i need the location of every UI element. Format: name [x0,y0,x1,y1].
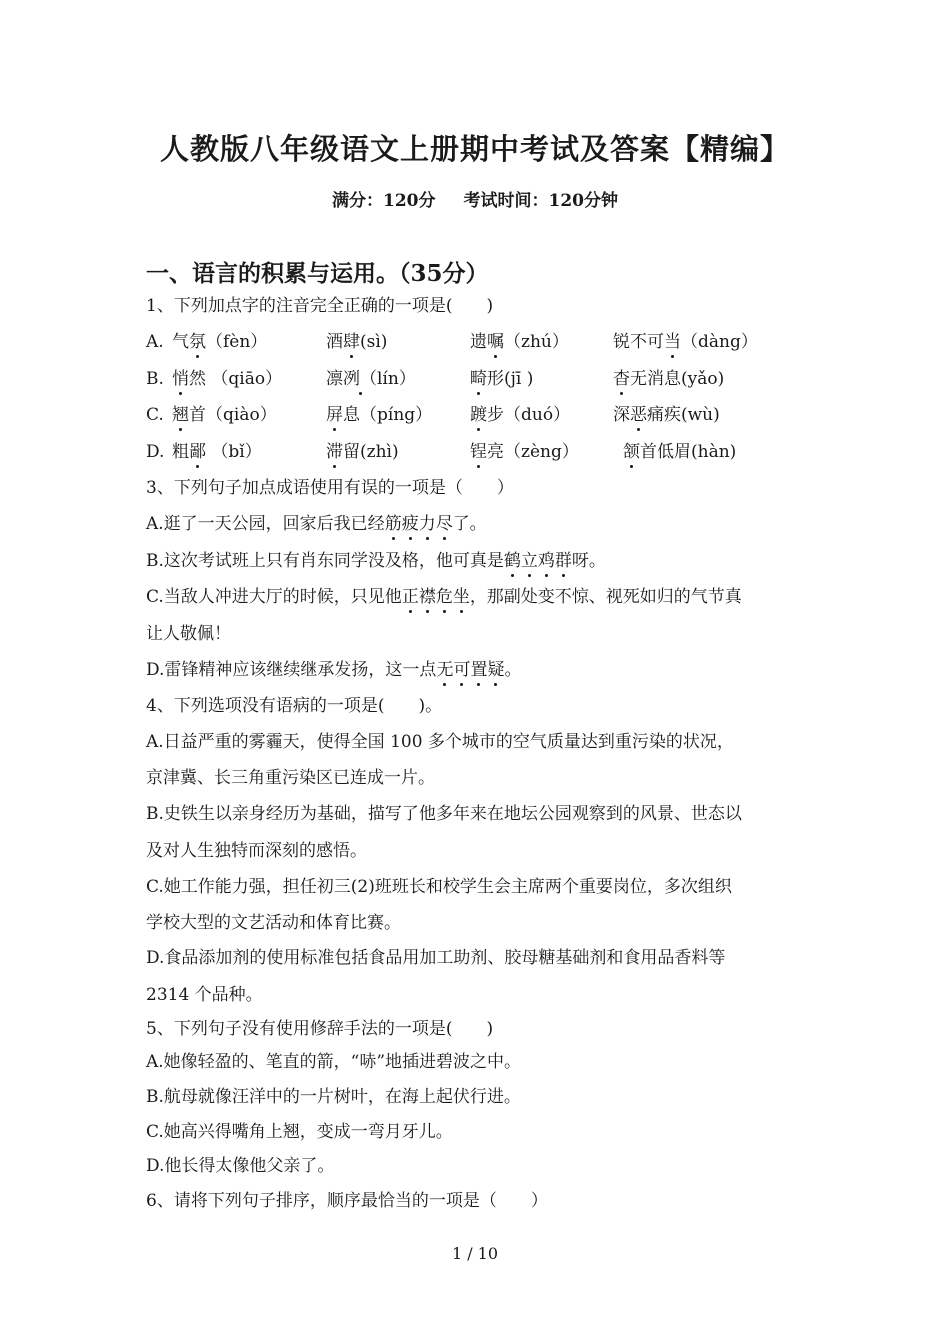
q4-option-b: B.史铁生以亲身经历为基础，描写了他多年来在地坛公园观察到的风景、世态以 [146,804,742,824]
q4-option-d: D.食品添加剂的使用标准包括食品用加工助剂、胶母糖基础剂和食用品香料等 [146,948,726,968]
option-cell: 酒肆(sì) [326,332,388,352]
q5-stem: 5、下列句子没有使用修辞手法的一项是( ) [146,1019,494,1039]
q4-option-d-cont: 2314 个品种。 [146,985,263,1005]
option-cell: 翘首（qiào） [172,405,277,425]
option-cell: 畸形(jī ) [470,369,534,389]
option-cell: 踱步（duó） [470,405,571,425]
page-number: 1 / 10 [451,1244,499,1263]
option-cell: 颔首低眉(hàn) [623,442,737,462]
q3-option-a: A.逛了一天公园，回家后我已经筋疲力尽了。 [146,514,487,534]
option-cell: 锃亮（zèng） [470,442,579,462]
q4-option-b-cont: 及对人生独特而深刻的感悟。 [146,841,367,861]
q5-option-b: B.航母就像汪洋中的一片树叶，在海上起伏行进。 [146,1087,521,1107]
q1-stem: 1、下列加点字的注音完全正确的一项是( ) [146,296,494,316]
q5-option-a: A.她像轻盈的、笔直的箭，“哧”地插进碧波之中。 [146,1052,522,1072]
option-cell: 遗嘱（zhú） [470,332,569,352]
q4-option-a: A.日益严重的雾霾天，使得全国 100 多个城市的空气质量达到重污染的状况， [146,732,734,752]
option-cell: 气氛（fèn） [172,332,268,352]
page-title: 人教版八年级语文上册期中考试及答案【精编】 [159,132,790,166]
option-label: A. [146,332,164,352]
q4-option-c-cont: 学校大型的文艺活动和体育比赛。 [146,913,401,933]
option-cell: 粗鄙 （bǐ） [172,442,262,462]
option-label: D. [146,442,165,462]
dotted-idiom: 筋疲力尽 [384,514,453,534]
q6-stem: 6、请将下列句子排序，顺序最恰当的一项是（ ） [146,1191,548,1211]
exam-info [0,186,950,211]
q5-option-c: C.她高兴得嘴角上翘，变成一弯月牙儿。 [146,1122,453,1142]
q3-option-d: D.雷锋精神应该继续继承发扬，这一点无可置疑。 [146,660,522,680]
option-cell: 凛冽（lín） [326,369,416,389]
dotted-idiom: 鹤立鸡群 [503,551,572,571]
q4-option-c: C.她工作能力强，担任初三(2)班班长和校学生会主席两个重要岗位，多次组织 [146,877,732,897]
exam-time: 考试时间：120分钟 [463,191,618,211]
q3-option-b: B.这次考试班上只有肖东同学没及格，他可真是鹤立鸡群呀。 [146,551,606,571]
option-cell: 深恶痛疾(wù) [613,405,720,425]
full-score: 满分：120分 [332,191,436,211]
q4-stem: 4、下列选项没有语病的一项是( )。 [146,696,443,716]
q3-option-c: C.当敌人冲进大厅的时候，只见他正襟危坐，那副处变不惊、视死如归的气节真 [146,587,742,607]
dotted-idiom: 正襟危坐 [401,587,470,607]
option-cell: 屏息（píng） [326,405,433,425]
option-label: B. [146,369,164,389]
q3-stem: 3、下列句子加点成语使用有误的一项是（ ） [146,478,514,498]
q4-option-a-cont: 京津冀、长三角重污染区已连成一片。 [146,768,435,788]
option-cell: 锐不可当（dàng） [613,332,758,352]
option-cell: 悄然 （qiāo） [172,369,283,389]
q3-option-c-cont: 让人敬佩！ [146,624,231,644]
section-heading: 一、语言的积累与运用。（35分） [146,260,489,287]
option-cell: 滞留(zhì) [326,442,399,462]
dotted-idiom: 无可置疑 [436,660,505,680]
option-label: C. [146,405,164,425]
option-cell: 杳无消息(yǎo) [613,369,725,389]
q5-option-d: D.他长得太像他父亲了。 [146,1156,335,1176]
